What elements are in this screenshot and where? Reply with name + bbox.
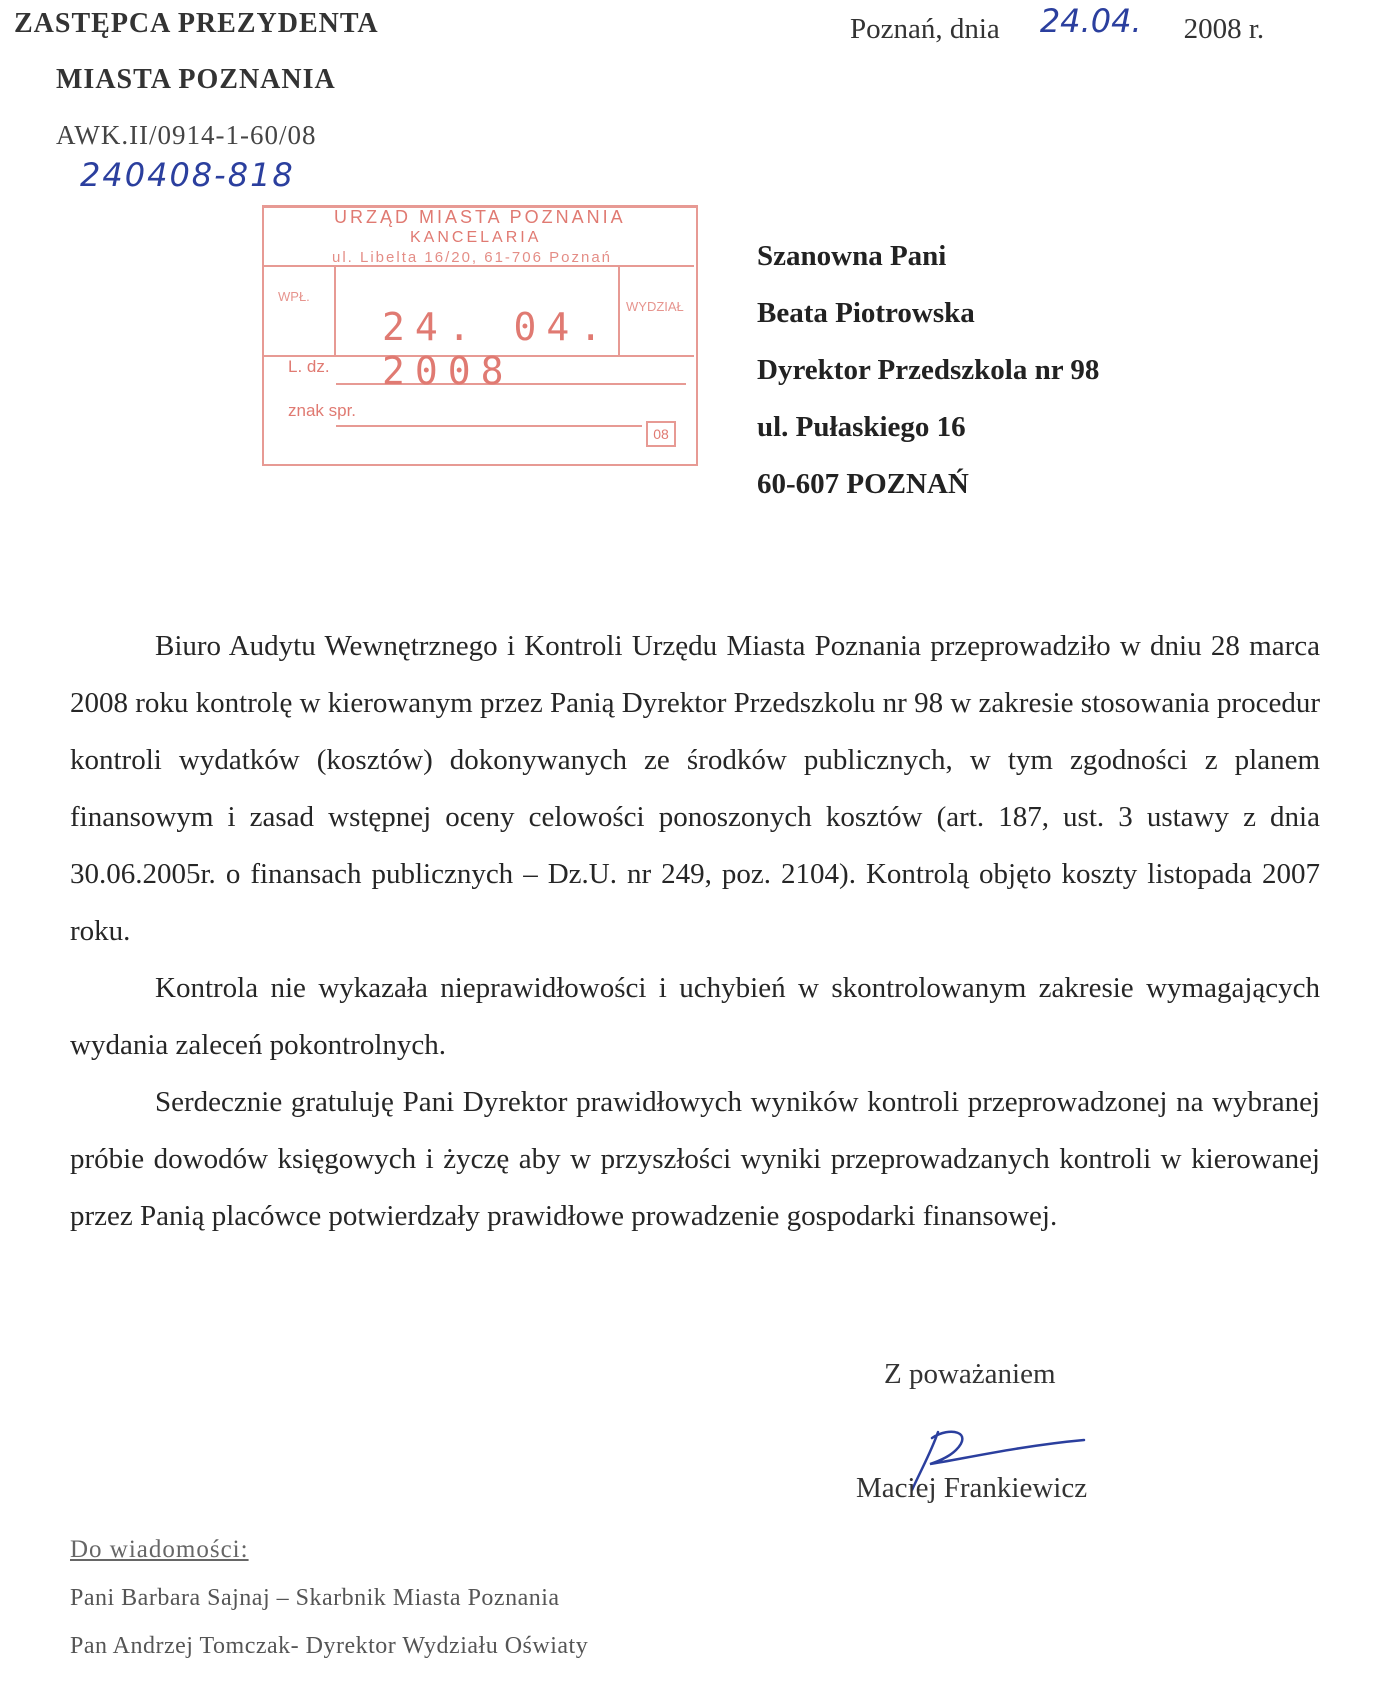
registry-stamp <box>262 205 698 465</box>
reference-number: AWK.II/0914-1-60/08 <box>56 120 317 150</box>
letter-body <box>70 618 1320 1245</box>
body-paragraph-1: Biuro Audytu Wewnętrznego i Kontroli Urzędu Miasta Poznania przeprowadziło w dniu 28 marca 2008 roku kontrolę w kierowanym przez Panią Dyrektor Przedszkolu nr 98 w zakresie stosowania procedur kontroli wydatków (kosztów) dokonywanych ze środków publicznych, w tym zgodności z planem finansowym i zasad wstępnej oceny celowości ponoszonych kosztów (art. 187, ust. 3 ustawy z dnia 30.06.2005r. o finansach publicznych – Dz.U. nr 249, poz. 2104). Kontrolą objęto koszty listopada 2007 roku. <box>70 630 1320 947</box>
cc-recipient-1: Pani Barbara Sajnaj – Skarbnik Miasta Poznania <box>70 1585 560 1611</box>
handwritten-registry-number: 240408-818 <box>80 156 295 194</box>
recipient-salutation: Szanowna Pani <box>757 240 947 272</box>
stamp-label-ld: L. dz. <box>288 357 330 376</box>
stamp-date: 24. 04. 2008 <box>382 305 613 393</box>
body-paragraph-3: Serdecznie gratuluję Pani Dyrektor prawidłowych wyników kontroli przeprowadzonej na wybranej próbie dowodów księgowych i życzę aby w przyszłości wyniki przeprowadzanych kontroli w kierowanej przez Panią placówce potwierdzały prawidłowe prowadzenie gospodarki finansowej. <box>70 1086 1320 1232</box>
stamp-office: URZĄD MIASTA POZNANIA <box>334 207 626 227</box>
cc-recipient-2: Pan Andrzej Tomczak- Dyrektor Wydziału Oświaty <box>70 1633 589 1659</box>
closing-greeting: Z poważaniem <box>884 1358 1056 1390</box>
stamp-box: 08 <box>646 421 676 447</box>
sender-title-line1: ZASTĘPCA PREZYDENTA <box>14 8 379 39</box>
recipient-name: Beata Piotrowska <box>757 297 975 329</box>
recipient-position: Dyrektor Przedszkola nr 98 <box>757 354 1100 386</box>
stamp-label-right: WYDZIAŁ <box>626 299 684 314</box>
signer-name: Maciej Frankiewicz <box>856 1472 1088 1504</box>
recipient-city: 60-607 POZNAŃ <box>757 468 969 500</box>
stamp-label-znak: znak spr. <box>288 401 357 420</box>
dateline <box>850 2 1265 46</box>
dateline-place: Poznań, dnia <box>850 13 1000 45</box>
recipient-address <box>757 228 1099 513</box>
body-paragraph-2: Kontrola nie wykazała nieprawidłowości i uchybień w skontrolowanym zakresie wymagających wydania zaleceń pokontrolnych. <box>70 972 1320 1061</box>
stamp-label-left: WPŁ. <box>278 289 310 304</box>
stamp-address: ul. Libelta 16/20, 61-706 Poznań <box>332 249 612 266</box>
handwritten-date: 24.04. <box>1039 2 1142 40</box>
dateline-year: 2008 r. <box>1183 13 1265 45</box>
stamp-department: KANCELARIA <box>410 229 542 246</box>
sender-title-line2: MIASTA POZNANIA <box>56 64 336 95</box>
stamp-divider <box>336 425 642 427</box>
cc-title: Do wiadomości: <box>70 1536 249 1563</box>
stamp-divider <box>334 267 336 355</box>
recipient-street: ul. Pułaskiego 16 <box>757 411 966 443</box>
